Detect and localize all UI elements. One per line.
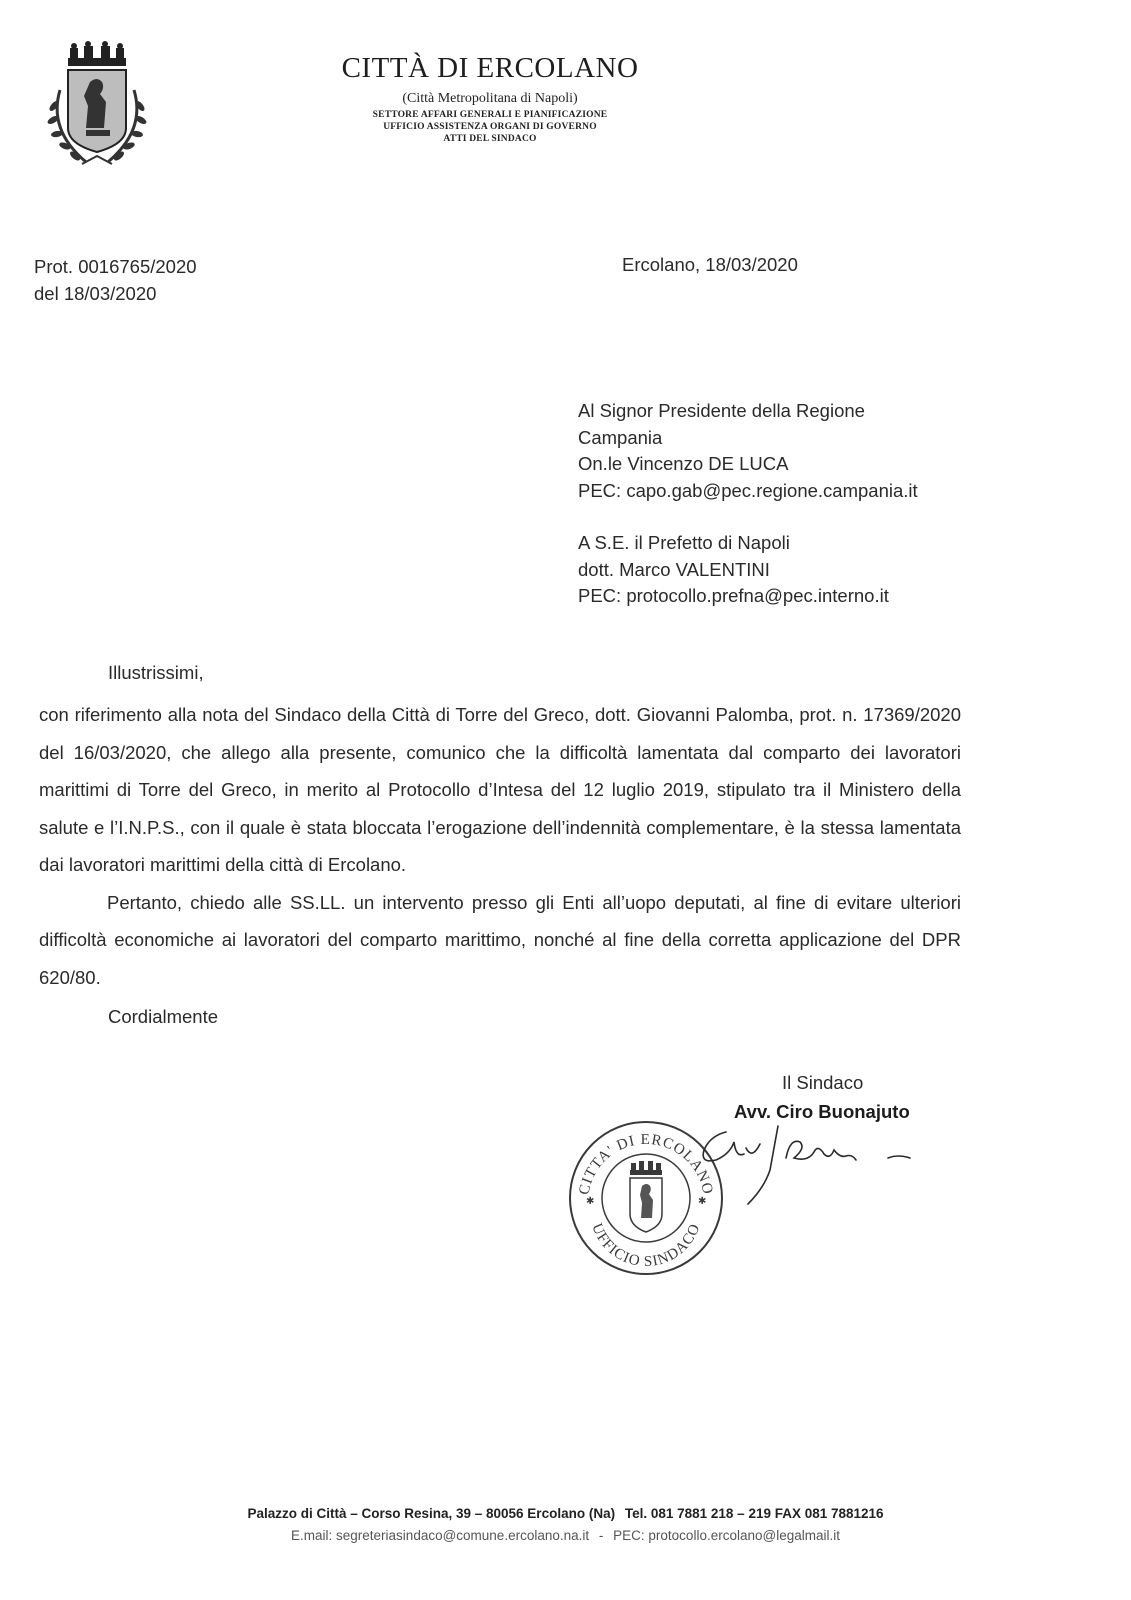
- recipient-pec: PEC: protocollo.prefna@pec.interno.it: [578, 585, 889, 606]
- department-line: ATTI DEL SINDACO: [443, 134, 537, 144]
- footer-address-line: [0, 1506, 1131, 1521]
- footer-pec: PEC: protocollo.ercolano@legalmail.it: [613, 1528, 840, 1543]
- stamp-top-text: CITTA' DI ERCOLANO: [576, 1131, 716, 1197]
- protocol-number: Prot. 0016765/2020: [34, 256, 197, 277]
- signatory-name: Avv. Ciro Buonajuto: [734, 1101, 910, 1122]
- recipient-pec: PEC: capo.gab@pec.regione.campania.it: [578, 479, 918, 501]
- department-line: UFFICIO ASSISTENZA ORGANI DI GOVERNO: [383, 122, 597, 132]
- salutation: Illustrissimi,: [108, 662, 204, 683]
- recipient-line: Campania: [578, 426, 663, 448]
- footer-phone: Tel. 081 7881 218 – 219 FAX 081 7881216: [624, 1506, 884, 1521]
- place-date: Ercolano, 18/03/2020: [622, 254, 798, 275]
- letter-body: [39, 696, 961, 996]
- city-title: CITTÀ DI ERCOLANO: [341, 52, 639, 84]
- recipient-block-president: [578, 398, 918, 504]
- svg-text:✱: ✱: [586, 1196, 595, 1207]
- handwritten-signature: [690, 1118, 940, 1218]
- protocol-date: del 18/03/2020: [34, 283, 157, 304]
- recipient-line: Al Signor Presidente della Regione: [578, 400, 865, 421]
- body-paragraph: con riferimento alla nota del Sindaco della Città di Torre del Greco, dott. Giovanni Palomba, prot. n. 17369/2020 del 16/03/2020, che allego alla presente, comunico che la difficoltà lamentata dal comparto dei lavoratori marittimi di Torre del Greco, in merito al Protocollo d’Intesa del 12 luglio 2019, stipulato tra il Ministero della salute e l’I.N.P.S., con il quale è stata bloccata l’erogazione dell’indennità complementare, è la stessa lamentata dai lavoratori marittimi della città di Ercolano.: [39, 704, 961, 875]
- footer-address: Palazzo di Città – Corso Resina, 39 – 80056 Ercolano (Na): [247, 1506, 616, 1521]
- recipient-line: dott. Marco VALENTINI: [578, 558, 770, 580]
- footer-separator: -: [598, 1528, 604, 1543]
- body-paragraph: Pertanto, chiedo alle SS.LL. un intervento presso gli Enti all’uopo deputati, al fine di evitare ulteriori difficoltà economiche ai lavoratori del comparto marittimo, nonché al fine della corretta applicazione del DPR 620/80.: [39, 891, 961, 988]
- closing: Cordialmente: [108, 1006, 219, 1027]
- recipient-line: A S.E. il Prefetto di Napoli: [578, 532, 790, 553]
- svg-text:✱: ✱: [698, 1196, 707, 1207]
- recipient-line: On.le Vincenzo DE LUCA: [578, 453, 789, 474]
- stamp-bottom-text: UFFICIO SINDACO: [588, 1221, 704, 1271]
- signatory-title: Il Sindaco: [782, 1072, 864, 1093]
- city-coat-of-arms-icon: [38, 40, 156, 180]
- city-subtitle: (Città Metropolitana di Napoli): [402, 91, 578, 106]
- footer-contact-line: [0, 1528, 1131, 1543]
- footer-email: E.mail: segreteriasindaco@comune.ercolano.na.it: [291, 1528, 590, 1543]
- department-line: SETTORE AFFARI GENERALI E PIANIFICAZIONE: [372, 110, 608, 120]
- recipient-block-prefect: [578, 530, 889, 610]
